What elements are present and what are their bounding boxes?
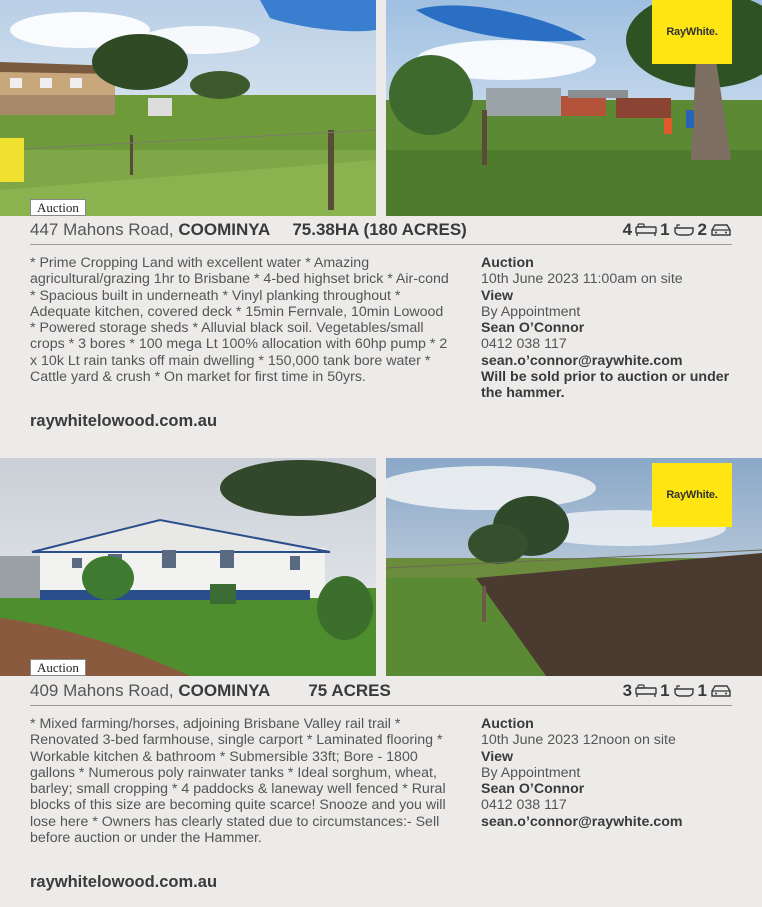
view-value: By Appointment — [481, 764, 581, 781]
auction-date: 10th June 2023 11:00am on site — [481, 271, 683, 288]
property-features — [623, 681, 732, 701]
agent-phone: 0412 038 117 — [481, 797, 567, 814]
car-space-count: 1 — [697, 681, 707, 700]
listing-409-mahons-road — [0, 458, 762, 907]
property-description: * Prime Cropping Land with excellent water * Amazing agricultural/grazing 1hr to Brisbane * 4-bed highset brick * Air-cond * Spacious built in underneath * Vinyl planking throughout * Adequate kitchen, covered deck * 15min Fernvale, 10min Lowood * Powered storage sheds * Alluvial black soil. Vegetables/small crops * 3 bores * 100 mega Lt 100% allocation with 60hp pump * 2 x 10k Lt rain tanks off main dwelling * 150,000 tank bore water * Cattle yard & crush * On market for first time in 50yrs. — [30, 255, 449, 386]
bathroom-count: 1 — [660, 681, 670, 700]
auction-date: 10th June 2023 12noon on site — [481, 732, 676, 749]
car-icon — [710, 684, 732, 698]
property-features — [623, 220, 732, 240]
view-label: View — [481, 287, 514, 304]
bed-icon — [635, 684, 657, 698]
auction-label: Auction — [481, 255, 534, 271]
agent-name: Sean O’Connor — [481, 781, 585, 798]
view-label: View — [481, 748, 514, 765]
auction-info — [481, 716, 741, 830]
agent-name: Sean O’Connor — [481, 320, 585, 337]
land-size: 75 ACRES — [308, 681, 391, 700]
bath-icon — [673, 223, 695, 237]
website-link[interactable]: raywhitelowood.com.au — [30, 873, 218, 891]
auction-tag: Auction — [30, 659, 86, 676]
listing-447-mahons-road — [0, 0, 762, 445]
raywhite-logo: RayWhite. — [652, 0, 732, 64]
property-photo-farmhouse — [0, 458, 376, 676]
agent-email[interactable]: sean.o’connor@raywhite.com — [481, 352, 683, 369]
bedroom-count: 4 — [622, 220, 633, 239]
bath-icon — [673, 684, 695, 698]
bedroom-count: 3 — [622, 681, 633, 700]
listing-heading — [30, 219, 732, 245]
auction-tag: Auction — [30, 199, 86, 216]
view-value: By Appointment — [481, 303, 581, 320]
land-size: 75.38HA (180 ACRES) — [292, 220, 467, 239]
agent-phone: 0412 038 117 — [481, 336, 567, 353]
auction-label: Auction — [481, 716, 534, 732]
car-space-count: 2 — [697, 220, 707, 239]
property-description: * Mixed farming/horses, adjoining Brisbane Valley rail trail * Renovated 3-bed farmhouse, single carport * Laminated flooring * Workable kitchen & bathroom * Submersible 33ft; Bore - 1800 gallons * Numerous poly rainwater tanks * Ideal sorghum, wheat, barley; small cropping * 4 paddocks & laneway well fenced * Rural blocks of this size are becoming quite scarce! Snooze and you will lose here * Owners has clearly stated due to circumstances:- Sell before auction or under the Hammer. — [30, 716, 446, 847]
bathroom-count: 1 — [660, 220, 670, 239]
listing-heading — [30, 680, 732, 706]
raywhite-logo: RayWhite. — [652, 463, 732, 527]
property-address: 409 Mahons Road, COOMINYA — [30, 681, 271, 700]
car-icon — [710, 223, 732, 237]
auction-info — [481, 255, 741, 402]
bed-icon — [635, 223, 657, 237]
property-photo-house-paddock — [0, 0, 376, 216]
property-address: 447 Mahons Road, COOMINYA — [30, 220, 271, 239]
website-link[interactable]: raywhitelowood.com.au — [30, 412, 218, 430]
sale-note: Will be sold prior to auction or under the hammer. — [481, 369, 730, 402]
agent-email[interactable]: sean.o’connor@raywhite.com — [481, 813, 683, 830]
